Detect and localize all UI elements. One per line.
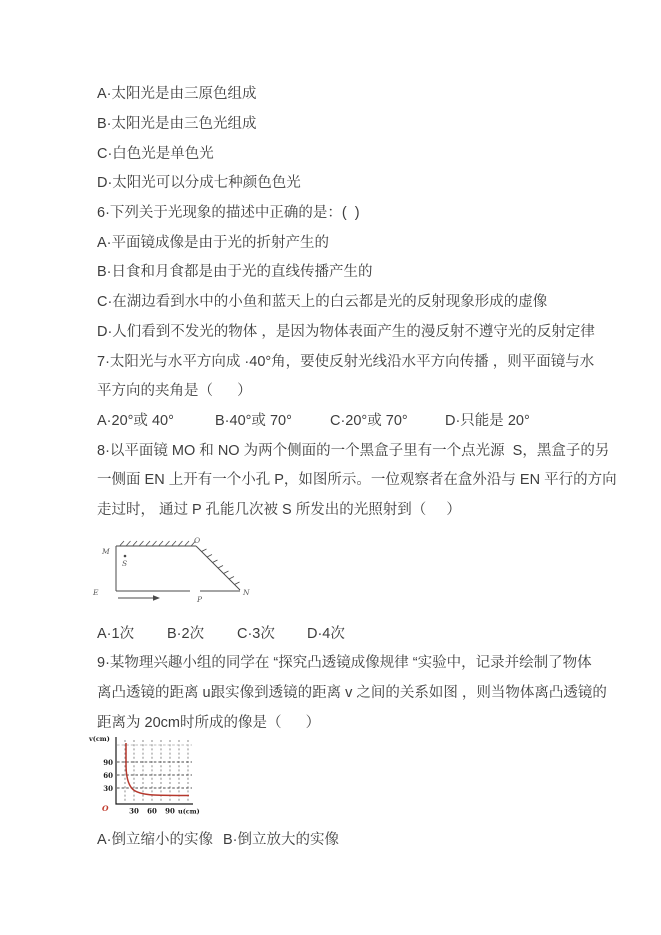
q6-option-a: A·平面镜成像是由于光的折射产生的 xyxy=(97,234,329,251)
x-tick-60: 60 xyxy=(147,806,157,816)
q8-option-a: A·1次 xyxy=(97,625,135,642)
light-source-dot xyxy=(124,555,127,558)
q7-option-c: C·20°或 70° xyxy=(330,412,408,429)
q9-options-row xyxy=(97,824,577,854)
q7-stem-line1: 7·太阳光与水平方向成 ·40°角，要使反射光线沿水平方向传播 ，则平面镜与水 xyxy=(97,353,595,370)
origin-label: O xyxy=(102,804,109,814)
q6-option-c: C·在湖边看到水中的小鱼和蓝天上的白云都是光的反射现象形成的虚像 xyxy=(97,294,548,311)
q9-stem-line1: 9·某物理兴趣小组的同学在 “探究凸透镜成像规律 “实验中，记录并绘制了物体 xyxy=(97,655,592,672)
q6-stem: 6·下列关于光现象的描述中正确的是：( ) xyxy=(97,205,360,222)
q9-graph xyxy=(86,732,577,824)
q8-option-d: D·4次 xyxy=(307,625,345,642)
q8-option-c: C·3次 xyxy=(237,625,275,642)
figure-label-s: S xyxy=(122,559,128,569)
x-axis-label: u(cm) xyxy=(178,807,200,816)
figure-label-m: M xyxy=(102,547,110,557)
q9-option-b: B·倒立放大的实像 xyxy=(223,832,339,849)
q7-options-row xyxy=(97,405,577,435)
q7-option-b: B·40°或 70° xyxy=(215,412,292,429)
q8-option-b: B·2次 xyxy=(167,625,205,642)
y-tick-60: 60 xyxy=(103,771,113,781)
y-tick-90: 90 xyxy=(103,758,113,768)
x-tick-90: 90 xyxy=(165,806,175,816)
q8-stem-line1: 8·以平面镜 MO 和 NO 为两个侧面的一个黑盒子里有一个点光源 S，黑盒子的另 xyxy=(97,442,610,459)
q7-stem-line2: 平方向的夹角是（ ） xyxy=(97,383,252,400)
q9-stem-line3: 距离为 20cm时所成的像是（ ） xyxy=(97,714,321,731)
figure-label-e: E xyxy=(93,588,99,598)
q8-options-row xyxy=(97,617,577,647)
q8-stem-line2: 一侧面 EN 上开有一个小孔 P，如图所示。一位观察者在盒外沿与 EN 平行的方向 xyxy=(97,472,617,489)
q5-option-b: B·太阳光是由三色光组成 xyxy=(97,116,257,133)
q5-option-c: C·白色光是单色光 xyxy=(97,145,214,162)
figure-label-o: O xyxy=(194,536,201,546)
x-tick-30: 30 xyxy=(129,806,139,816)
y-tick-30: 30 xyxy=(103,784,113,794)
figure-label-p: P xyxy=(197,595,203,605)
figure-label-n: N xyxy=(243,588,250,598)
q5-option-a: A·太阳光是由三原色组成 xyxy=(97,86,257,103)
q9-graph-svg xyxy=(86,732,208,824)
q5-option-d: D·太阳光可以分成七种颜色色光 xyxy=(97,175,301,192)
q7-option-a: A·20°或 40° xyxy=(97,412,174,429)
q6-option-b: B·日食和月食都是由于光的直线传播产生的 xyxy=(97,264,373,281)
q8-figure xyxy=(88,533,577,615)
document-content xyxy=(89,78,617,854)
q8-stem-line3: 走过时， 通过 P 孔能几次被 S 所发出的光照射到（ ） xyxy=(97,501,461,518)
q6-option-d: D·人们看到不发光的物体 ，是因为物体表面产生的漫反射不遵守光的反射定律 xyxy=(97,323,595,340)
q8-figure-svg xyxy=(88,533,258,615)
q7-option-d: D·只能是 20° xyxy=(445,412,530,429)
q9-stem-line2: 离凸透镜的距离 u跟实像到透镜的距离 v 之间的关系如图 ，则当物体离凸透镜的 xyxy=(97,685,607,702)
y-axis-label: v(cm) xyxy=(89,735,110,744)
q9-option-a: A·倒立缩小的实像 xyxy=(97,832,213,849)
